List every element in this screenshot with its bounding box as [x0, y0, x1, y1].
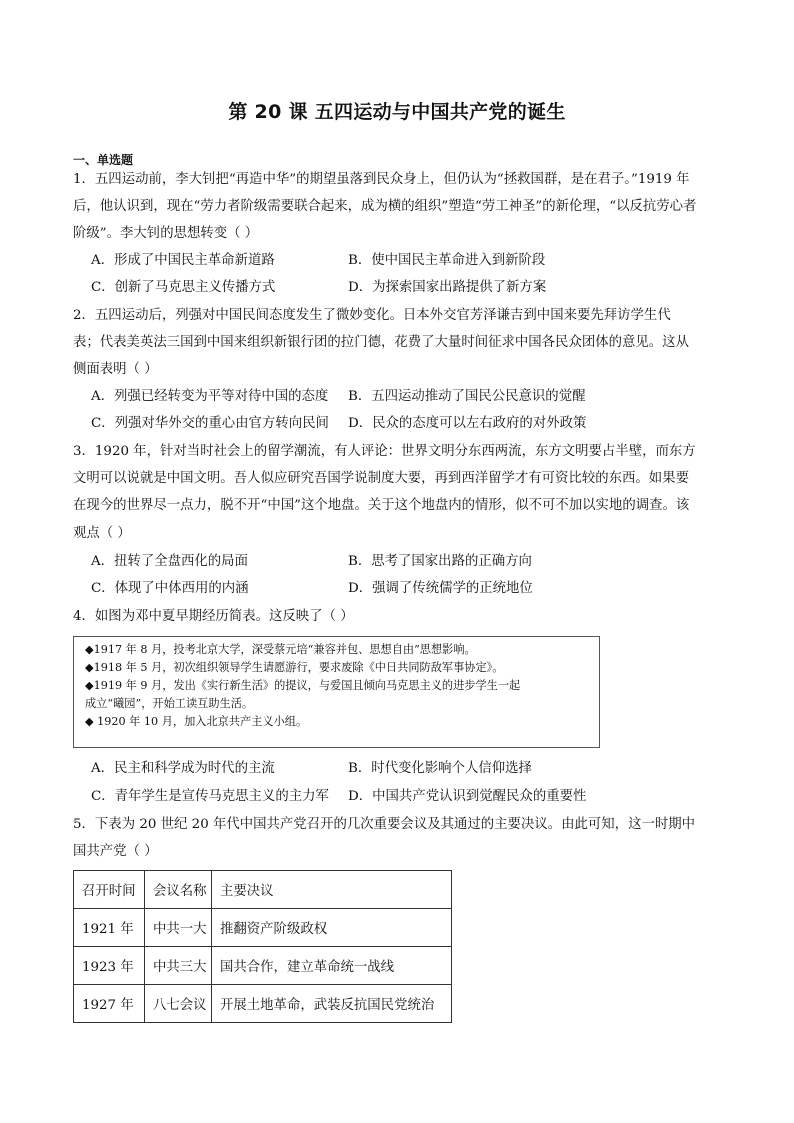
q1-stem-line: 后，他认识到，现在“劳力者阶级需要联合起来，成为横的组织”塑造“劳工神圣”的新伦理，“以反抗劳心者 [73, 199, 697, 214]
q3-option-c[interactable]: C．体现了中体西用的内涵 [91, 581, 249, 596]
table-header-cell: 召开时间 [74, 871, 145, 909]
table-cell: 推翻资产阶级政权 [212, 909, 452, 947]
q5-stem-line: 5．下表为 20 世纪 20 年代中国共产党召开的几次重要会议及其通过的主要决议。由此可知，这一时期中 [73, 817, 696, 832]
q5-stem-line: 国共产党（ ） [73, 844, 158, 859]
table-row [74, 947, 452, 985]
table-cell: 中共三大 [145, 947, 212, 985]
table-cell: 开展土地革命，武装反抗国民党统治 [212, 985, 452, 1023]
table-row [74, 909, 452, 947]
section-heading: 一、单选题 [73, 153, 134, 167]
q2-option-c[interactable]: C．列强对华外交的重心由官方转向民间 [91, 416, 329, 431]
q4-option-d[interactable]: D．中国共产党认识到觉醒民众的重要性 [348, 789, 587, 804]
q2-stem-line: 表；代表美英法三国到中国来组织新银行团的拉门德，花费了大量时间征求中国各民众团体的意见。这从 [73, 335, 689, 350]
q2-option-a[interactable]: A．列强已经转变为平等对待中国的态度 [91, 389, 329, 404]
q4-option-c[interactable]: C．青年学生是宣传马克思主义的主力军 [91, 789, 329, 804]
table-row [74, 985, 452, 1023]
table-header-cell: 主要决议 [212, 871, 452, 909]
q1-option-d[interactable]: D．为探索国家出路提供了新方案 [348, 280, 547, 295]
biography-entry: ◆1917 年 8 月，投考北京大学，深受蔡元培“兼容并包、思想自由”思想影响。 [85, 643, 476, 656]
q3-stem-line: 文明可以说就是中国文明。吾人似应研究吾国学说制度大要，再到西洋留学才有可资比较的东西。如果要 [73, 471, 689, 486]
q2-stem-line: 2．五四运动后，列强对中国民间态度发生了微妙变化。日本外交官芳泽谦吉到中国来要先拜访学生代 [73, 308, 671, 323]
table-cell: 国共合作，建立革命统一战线 [212, 947, 452, 985]
q1-stem-line: 阶级”。李大钊的思想转变（ ） [73, 226, 259, 241]
q4-option-a[interactable]: A．民主和科学成为时代的主流 [91, 761, 275, 776]
resolutions-table [73, 870, 452, 1023]
q1-stem-line: 1．五四运动前，李大钊把“再造中华”的期望虽落到民众身上，但仍认为“拯救国群，是在君子。”1919 年 [73, 172, 690, 187]
table-cell: 1923 年 [74, 947, 145, 985]
q4-stem-line: 4．如图为邓中夏早期经历简表。这反映了（ ） [73, 609, 354, 624]
q3-stem-line: 3．1920 年，针对当时社会上的留学潮流，有人评论：世界文明分东西两流，东方文明要占半壁，而东方 [73, 444, 696, 459]
q1-option-a[interactable]: A．形成了中国民主革命新道路 [91, 253, 275, 268]
q3-option-d[interactable]: D．强调了传统儒学的正统地位 [348, 581, 533, 596]
q3-stem-line: 在现今的世界尽一点力，脱不开“中国”这个地盘。关于这个地盘内的情形，似不可不加以实地的调查。该 [73, 498, 690, 513]
biography-box [73, 636, 600, 748]
table-cell: 中共一大 [145, 909, 212, 947]
q2-option-b[interactable]: B．五四运动推动了国民公民意识的觉醒 [348, 389, 586, 404]
table-cell: 1921 年 [74, 909, 145, 947]
q3-stem-line: 观点（ ） [73, 526, 131, 541]
biography-entry: 成立“曦园”，开始工读互助生活。 [85, 697, 254, 710]
q4-option-b[interactable]: B．时代变化影响个人信仰选择 [348, 761, 532, 776]
q1-option-c[interactable]: C．创新了马克思主义传播方式 [91, 280, 276, 295]
q2-stem-line: 侧面表明（ ） [73, 362, 158, 377]
biography-entry: ◆1919 年 9 月，发出《实行新生活》的提议，与爱国且倾向马克思主义的进步学生一起 [85, 679, 521, 692]
biography-entry: ◆1918 年 5 月，初次组织领导学生请愿游行，要求废除《中日共同防敌军事协定》。 [85, 661, 504, 674]
table-cell: 1927 年 [74, 985, 145, 1023]
q1-option-b[interactable]: B．使中国民主革命进入到新阶段 [348, 253, 546, 268]
page-title: 第 20 课 五四运动与中国共产党的诞生 [228, 101, 566, 123]
q3-option-a[interactable]: A．扭转了全盘西化的局面 [91, 554, 248, 569]
table-cell: 八七会议 [145, 985, 212, 1023]
q3-option-b[interactable]: B．思考了国家出路的正确方向 [348, 554, 532, 569]
table-header-cell: 会议名称 [145, 871, 212, 909]
biography-entry: ◆ 1920 年 10 月，加入北京共产主义小组。 [85, 715, 308, 728]
table-header-row [74, 871, 452, 909]
q2-option-d[interactable]: D．民众的态度可以左右政府的对外政策 [348, 416, 587, 431]
